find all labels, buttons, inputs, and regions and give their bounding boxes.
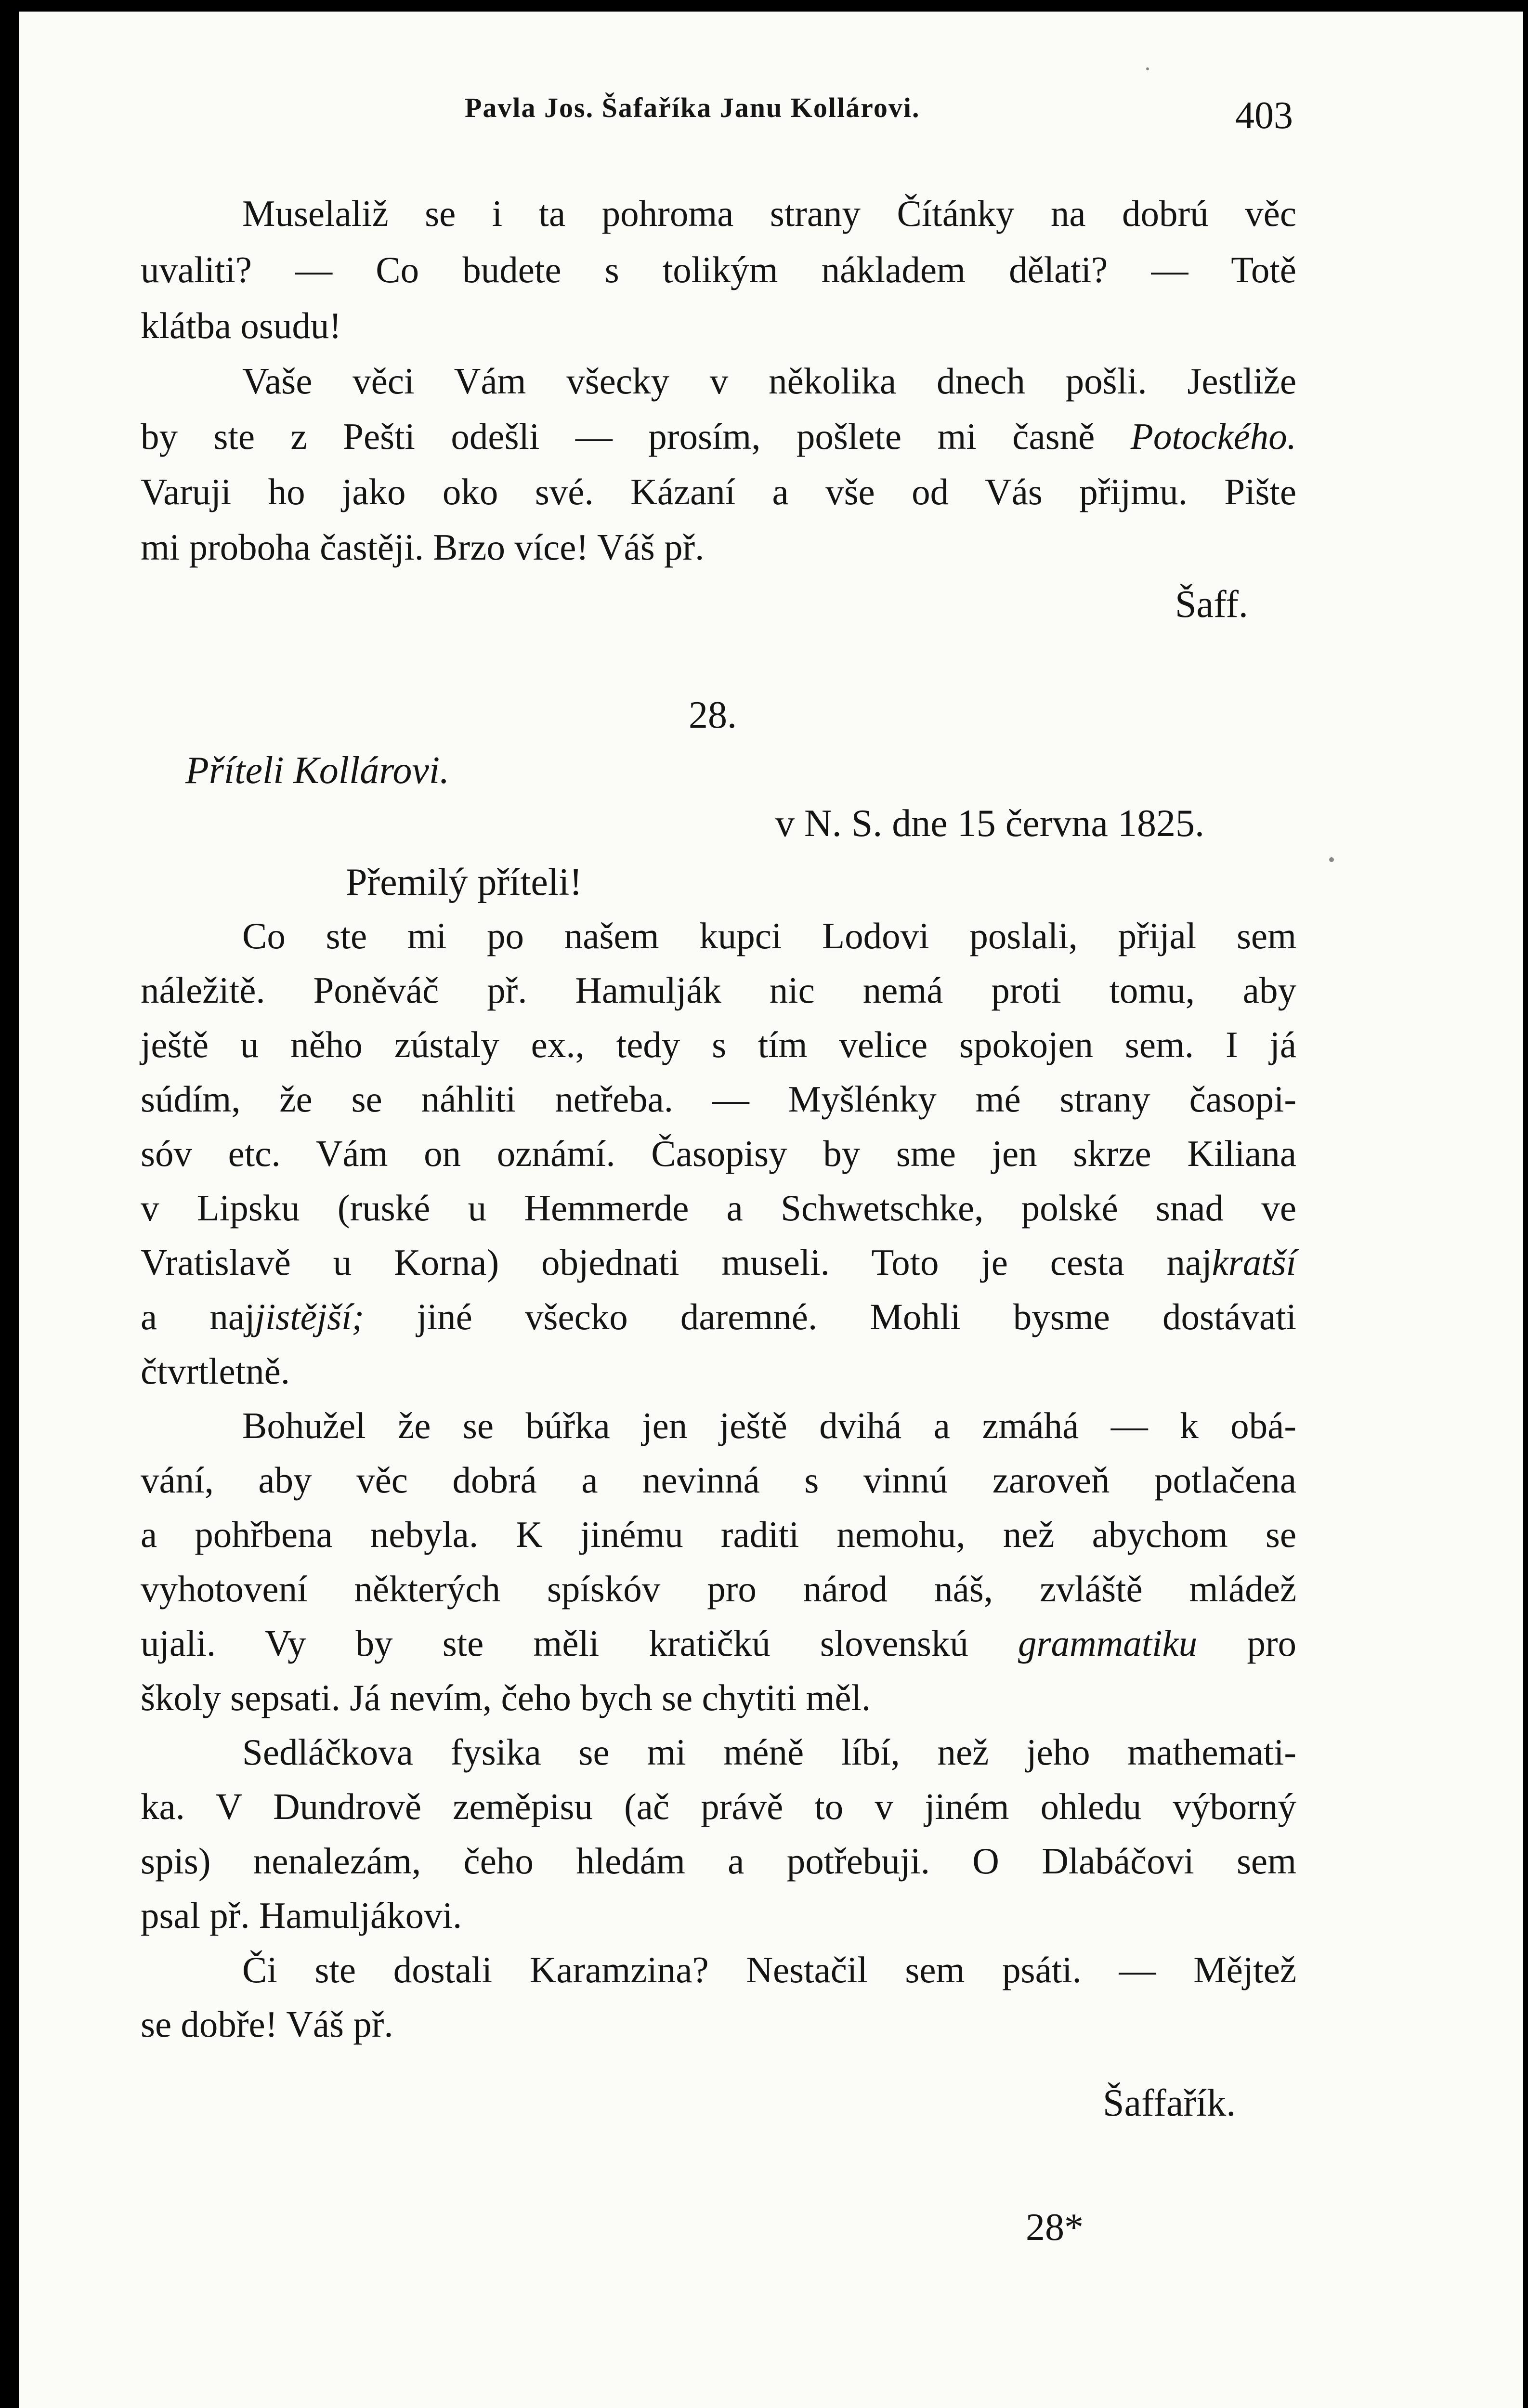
italic-word: grammatiku [1018, 1623, 1198, 1664]
signature: Šaffařík. [1103, 2082, 1236, 2124]
text-line: sóv etc. Vám on oznámí. Časopisy by sme jen skrze Kiliana [141, 1133, 1296, 1174]
text-line: vyhotovení některých spískóv pro národ náš, zvláště mládež [141, 1568, 1296, 1610]
page-number: 403 [1235, 94, 1293, 137]
text-line: ka. V Dundrově zeměpisu (ač právě to v jiném ohledu výborný [141, 1786, 1296, 1827]
text-line: vání, aby věc dobrá a nevinná s vinnú zaroveň potlačena [141, 1459, 1296, 1501]
text-line: v Lipsku (ruské u Hemmerde a Schwetschke, polské snad ve [141, 1187, 1296, 1229]
italic-word: kratší [1212, 1242, 1296, 1283]
signature-mark: 28* [1026, 2206, 1084, 2249]
running-header: Pavla Jos. Šafaříka Janu Kollárovi. [465, 92, 920, 123]
text-line: ještě u něho zústaly ex., tedy s tím velice spokojen sem. I já [141, 1024, 1296, 1065]
text-line: Vratislavě u Korna) objednati museli. Toto je cesta najkratší [141, 1242, 1296, 1283]
signature: Šaff. [1175, 583, 1248, 626]
text-line: Muselaliž se i ta pohroma strany Čítánky na dobrú věc [242, 193, 1296, 234]
text-line: Či ste dostali Karamzina? Nestačil sem psáti. — Mějtež [242, 1949, 1296, 1990]
italic-name: Potockého. [1130, 416, 1297, 457]
text-line: čtvrtletně. [141, 1350, 290, 1392]
text-line: se dobře! Váš př. [141, 2003, 393, 2045]
text-line: uvaliti? — Co budete s tolikým nákladem dělati? — Totě [141, 249, 1296, 290]
text-line: Co ste mi po našem kupci Lodovi poslali, přijal sem [242, 915, 1296, 956]
text-line: klátba osudu! [141, 305, 341, 346]
italic-word: jistější; [255, 1296, 365, 1337]
recipient-heading: Příteli Kollárovi. [185, 749, 450, 792]
text-line: mi proboha častěji. Brzo více! Váš př. [141, 526, 705, 568]
text-line: náležitě. Poněváč př. Hamulják nic nemá proti tomu, aby [141, 969, 1296, 1011]
print-speck [1146, 67, 1149, 70]
text-line: súdím, že se náhliti netřeba. — Myšlénky mé strany časopi- [141, 1078, 1296, 1120]
text-line: školy sepsati. Já nevím, čeho bych se chytiti měl. [141, 1677, 871, 1718]
text-line: psal př. Hamuljákovi. [141, 1895, 462, 1936]
text-line: ujali. Vy by ste měli kratičkú slovenskú grammatiku pro [141, 1623, 1296, 1664]
text-line: by ste z Pešti odešli — prosím, pošlete mi časně Potockého. [141, 416, 1297, 457]
print-speck [1329, 857, 1334, 862]
text-line: spis) nenalezám, čeho hledám a potřebuji. O Dlabáčovi sem [141, 1840, 1296, 1882]
text-line: a pohřbena nebyla. K jinému raditi nemohu, než abychom se [141, 1514, 1296, 1555]
salutation: Přemilý příteli! [346, 861, 583, 903]
text-line: Bohužel že se búřka jen ještě dvihá a zmáhá — k obá- [242, 1405, 1296, 1446]
text-line: Varuji ho jako oko své. Kázaní a vše od Vás přijmu. Pište [141, 471, 1296, 512]
text-line: Sedláčkova fysika se mi méně líbí, než jeho mathemati- [242, 1731, 1296, 1773]
dateline: v N. S. dne 15 června 1825. [775, 802, 1204, 845]
text-line: Vaše věci Vám všecky v několika dnech pošli. Jestliže [242, 360, 1296, 402]
letter-number: 28. [689, 694, 737, 736]
text-line: a najjistější; jiné všecko daremné. Mohli bysme dostávati [141, 1296, 1297, 1337]
